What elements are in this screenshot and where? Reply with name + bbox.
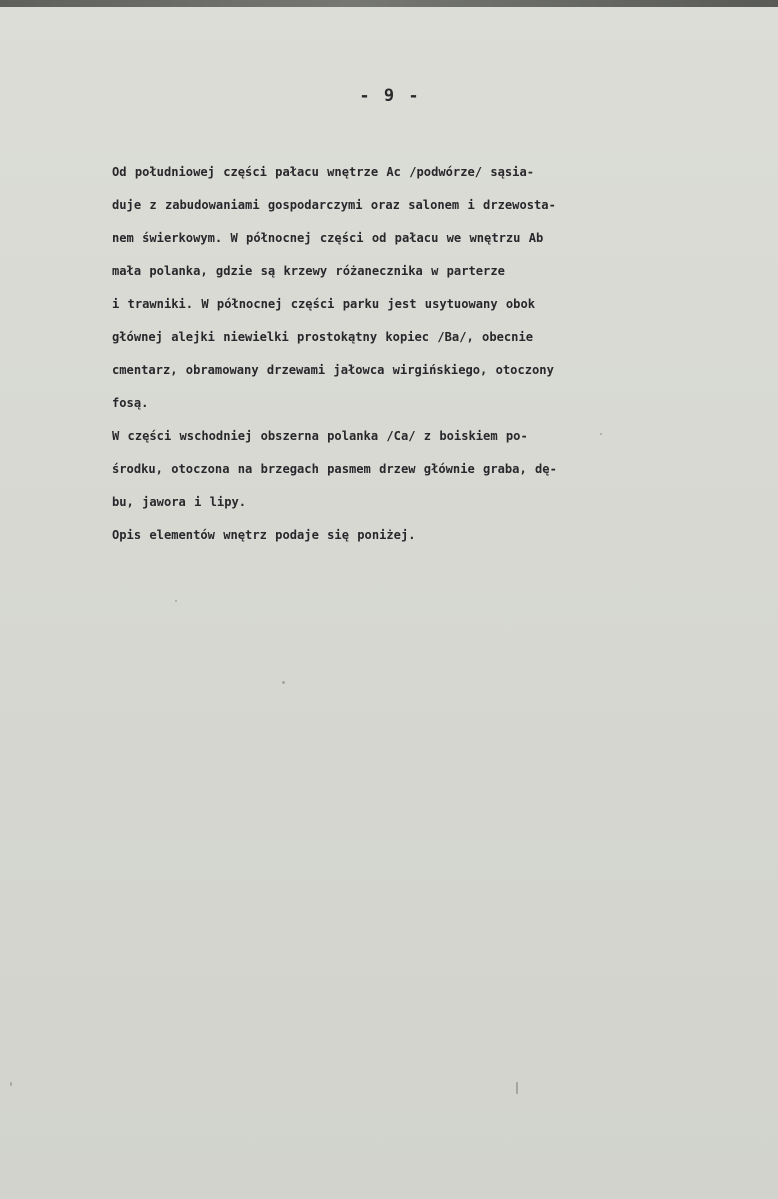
text-line: nem świerkowym. W północnej części od pałacu we wnętrzu Ab <box>112 231 544 245</box>
scan-speck <box>282 681 285 684</box>
text-line: mała polanka, gdzie są krzewy różanecznika w parterze <box>112 264 505 278</box>
page-number: - 9 - <box>359 86 421 106</box>
scan-speck <box>10 1082 12 1086</box>
text-line: Od południowej części pałacu wnętrze Ac /podwórze/ sąsia- <box>112 165 535 179</box>
text-line: środku, otoczona na brzegach pasmem drzew głównie graba, dę- <box>112 462 557 476</box>
text-line: cmentarz, obramowany drzewami jałowca wirgińskiego, otoczony <box>112 363 554 377</box>
text-line: duje z zabudowaniami gospodarczymi oraz salonem i drzewosta- <box>112 198 556 212</box>
scan-speck <box>600 433 602 435</box>
text-line: głównej alejki niewielki prostokątny kopiec /Ba/, obecnie <box>112 330 534 344</box>
text-line: Opis elementów wnętrz podaje się poniżej. <box>112 528 416 542</box>
scan-top-edge <box>0 0 778 7</box>
body-text <box>112 162 752 558</box>
text-line: fosą. <box>112 396 149 410</box>
text-line: bu, jawora i lipy. <box>112 495 247 509</box>
text-line: W części wschodniej obszerna polanka /Ca/ z boiskiem po- <box>112 429 528 443</box>
text-line: i trawniki. W północnej części parku jest usytuowany obok <box>112 297 536 311</box>
scan-speck <box>175 600 177 602</box>
scan-speck <box>516 1082 518 1094</box>
